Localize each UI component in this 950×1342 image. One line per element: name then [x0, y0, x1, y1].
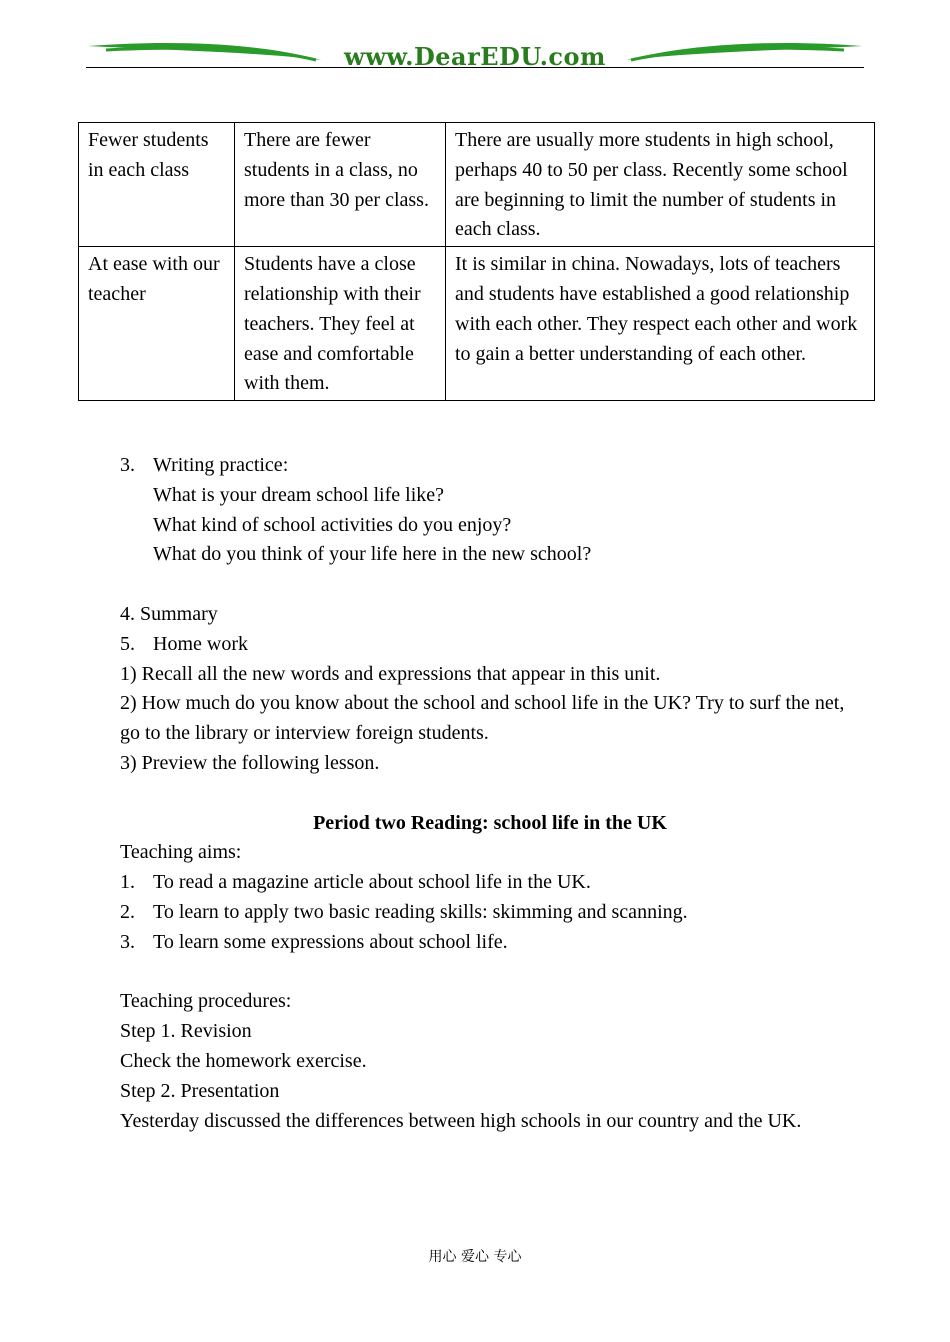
- homework-item: 2) How much do you know about the school and school life in the UK? Try to surf the net, go to the library or interview foreign students.: [120, 692, 845, 745]
- list-number: 1.: [120, 871, 135, 894]
- aim-text: To learn some expressions about school life.: [153, 930, 508, 953]
- spacer: [120, 958, 860, 988]
- aim-item: [120, 928, 860, 958]
- step-2-title: Step 2. Presentation: [120, 1079, 280, 1102]
- list-number: 3.: [120, 930, 135, 953]
- list-number: 2.: [120, 900, 135, 923]
- table-cell-uk: Students have a close relationship with their teachers. They feel at ease and comfortable with them.: [235, 247, 446, 401]
- table-row: [79, 123, 875, 247]
- aim-text: To learn to apply two basic reading skills: skimming and scanning.: [153, 900, 688, 923]
- homework-title: Home work: [153, 632, 248, 655]
- document-body: [120, 451, 860, 1136]
- summary-heading: 4. Summary: [120, 602, 218, 625]
- step-1-title: Step 1. Revision: [120, 1020, 252, 1043]
- table-cell-uk: There are fewer students in a class, no more than 30 per class.: [235, 123, 446, 247]
- site-logo-text: www.DearEDU.com: [344, 42, 606, 71]
- writing-question: What kind of school activities do you enjoy?: [153, 513, 512, 536]
- table-cell-topic: Fewer students in each class: [79, 123, 235, 247]
- homework-item: 1) Recall all the new words and expressions that appear in this unit.: [120, 662, 661, 685]
- homework-item: 3) Preview the following lesson.: [120, 751, 380, 774]
- teaching-procedures-label: Teaching procedures:: [120, 990, 292, 1013]
- table-cell-topic: At ease with our teacher: [79, 247, 235, 401]
- teaching-aims-label: Teaching aims:: [120, 841, 242, 864]
- table-row: [79, 247, 875, 401]
- step-1-text: Check the homework exercise.: [120, 1049, 367, 1072]
- writing-practice-heading: [120, 451, 860, 481]
- writing-practice-title: Writing practice:: [153, 454, 289, 476]
- spacer: [120, 779, 860, 809]
- list-number: 5.: [120, 632, 135, 655]
- header-rule: [86, 67, 864, 68]
- aim-item: [120, 898, 860, 928]
- period-title: Period two Reading: school life in the UK: [313, 811, 667, 834]
- list-number: 3.: [120, 454, 135, 476]
- comparison-table: [78, 122, 875, 401]
- table-cell-china: It is similar in china. Nowadays, lots of teachers and students have established a good relationship with each other. They respect each other and work to gain a better understanding of each other.: [446, 247, 875, 401]
- writing-question: What is your dream school life like?: [153, 483, 445, 506]
- homework-heading: [120, 630, 860, 660]
- table-cell-china: There are usually more students in high school, perhaps 40 to 50 per class. Recently some school are beginning to limit the number of students in each class.: [446, 123, 875, 247]
- spacer: [120, 570, 860, 600]
- writing-question: What do you think of your life here in the new school?: [153, 543, 592, 566]
- aim-item: [120, 868, 860, 898]
- page-footer: 用心 爱心 专心: [428, 1249, 522, 1265]
- aim-text: To read a magazine article about school life in the UK.: [153, 871, 591, 894]
- step-2-text: Yesterday discussed the differences between high schools in our country and the UK.: [120, 1109, 802, 1132]
